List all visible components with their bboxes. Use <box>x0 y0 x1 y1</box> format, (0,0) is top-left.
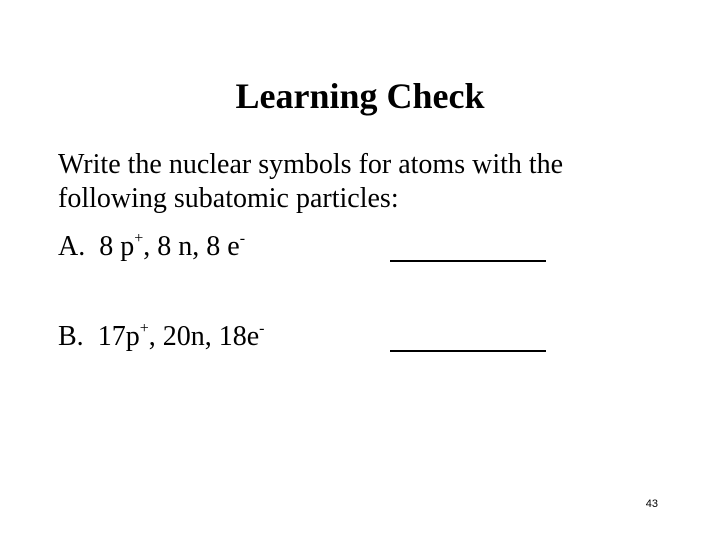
item-a-answer-blank <box>390 260 546 262</box>
item-b-answer-blank <box>390 350 546 352</box>
item-b <box>58 320 264 354</box>
item-a-protons: 8 p <box>99 231 135 262</box>
item-a-proton-charge: + <box>134 230 144 247</box>
item-a-electron-charge: - <box>239 230 246 247</box>
item-b-neutrons-electrons: , 20n, 18e <box>148 321 260 352</box>
item-b-protons: 17p <box>97 321 140 352</box>
item-a-letter: A. <box>58 231 86 262</box>
page-number: 43 <box>645 498 658 510</box>
item-a-neutrons-electrons: , 8 n, 8 e <box>143 231 240 262</box>
item-b-letter: B. <box>58 321 84 352</box>
question-prompt: Write the nuclear symbols for atoms with the following subatomic particles: <box>58 149 564 214</box>
item-b-proton-charge: + <box>139 320 149 337</box>
item-a <box>58 230 245 264</box>
slide-title: Learning Check <box>235 76 485 116</box>
item-b-electron-charge: - <box>259 320 265 337</box>
